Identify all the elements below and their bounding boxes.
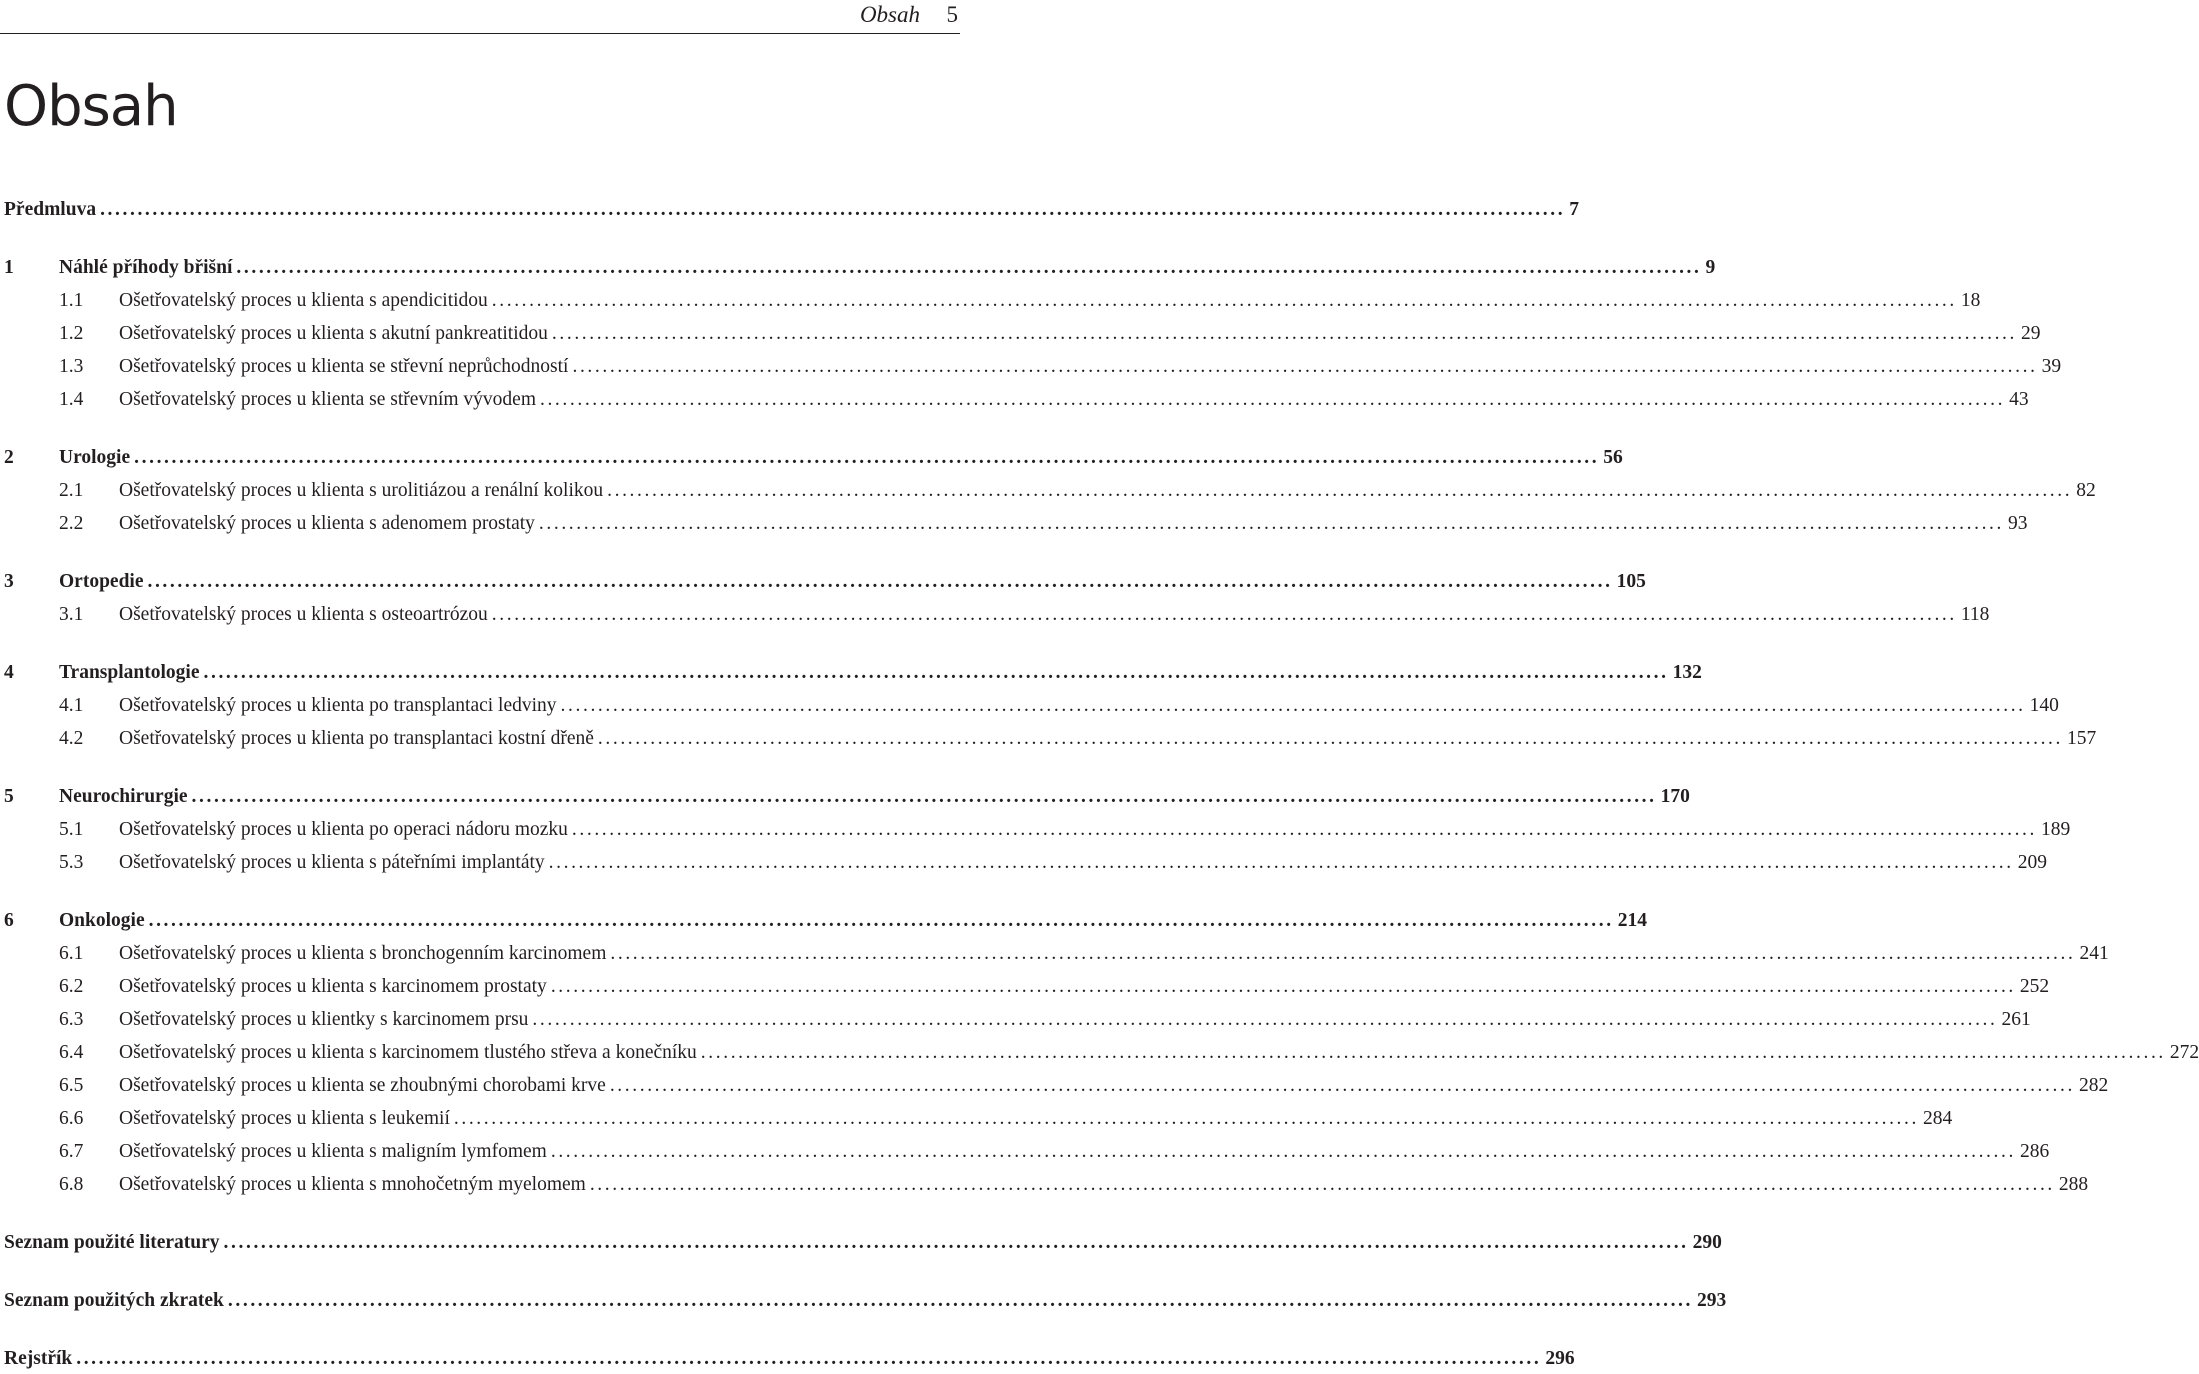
toc-entry-page: 43 bbox=[2009, 389, 2029, 410]
toc-entry-page: 132 bbox=[1672, 662, 1702, 683]
toc-entry-title: Neurochirurgie bbox=[59, 786, 188, 807]
toc-entry-title: Ošetřovatelský proces u klientky s karcinomem prsu bbox=[119, 1009, 529, 1030]
toc-entry-number: 6 bbox=[4, 910, 14, 931]
toc-dot-leader bbox=[492, 601, 1957, 629]
toc-dot-leader bbox=[607, 477, 2072, 505]
toc-chapter-entry[interactable] bbox=[4, 1345, 1575, 1373]
toc-entry-page: 18 bbox=[1960, 290, 1981, 311]
toc-dot-leader bbox=[549, 849, 2014, 877]
toc-entry-title: Náhlé příhody břišní bbox=[59, 257, 233, 278]
toc-entry-number: 6.6 bbox=[59, 1108, 84, 1129]
toc-section-entry[interactable] bbox=[4, 1105, 1953, 1133]
toc-dot-leader bbox=[454, 1105, 1919, 1133]
toc-dot-leader bbox=[228, 1287, 1693, 1315]
toc-dot-leader bbox=[572, 353, 2037, 381]
toc-entry-title: Onkologie bbox=[59, 910, 145, 931]
toc-entry-number: 2 bbox=[4, 447, 14, 468]
toc-dot-leader bbox=[610, 1072, 2075, 1100]
toc-dot-leader bbox=[552, 320, 2017, 348]
toc-entry-page: 189 bbox=[2041, 819, 2071, 840]
toc-dot-leader bbox=[224, 1229, 1689, 1257]
toc-entry-page: 209 bbox=[2017, 852, 2047, 873]
toc-section-entry[interactable] bbox=[4, 1138, 2050, 1166]
toc-entry-page: 9 bbox=[1705, 257, 1716, 278]
toc-entry-number: 2.1 bbox=[59, 480, 84, 501]
toc-section-entry[interactable] bbox=[4, 287, 1981, 315]
toc-section-entry[interactable] bbox=[4, 1171, 2089, 1199]
toc-entry-title: Ošetřovatelský proces u klienta s karcinomem prostaty bbox=[119, 976, 547, 997]
toc-entry-number: 1.3 bbox=[59, 356, 84, 377]
toc-dot-leader bbox=[572, 816, 2037, 844]
toc-section-entry[interactable] bbox=[4, 353, 2062, 381]
toc-section-entry[interactable] bbox=[4, 1006, 2031, 1034]
toc-section-entry[interactable] bbox=[4, 973, 2050, 1001]
page-title: Obsah bbox=[4, 74, 178, 139]
toc-chapter-entry[interactable] bbox=[4, 568, 1646, 596]
toc-dot-leader bbox=[598, 725, 2063, 753]
toc-entry-number: 5.1 bbox=[59, 819, 84, 840]
toc-entry-title: Transplantologie bbox=[59, 662, 200, 683]
toc-entry-title: Ošetřovatelský proces u klienta s páteřními implantáty bbox=[119, 852, 545, 873]
toc-entry-title: Ošetřovatelský proces u klienta s mnohočetným myelomem bbox=[119, 1174, 586, 1195]
toc-dot-leader bbox=[701, 1039, 2166, 1067]
toc-entry-number: 1.2 bbox=[59, 323, 84, 344]
running-head-title: Obsah bbox=[859, 2, 920, 27]
toc-section-entry[interactable] bbox=[4, 1039, 2199, 1067]
toc-entry-title: Ošetřovatelský proces u klienta s maligním lymfomem bbox=[119, 1141, 547, 1162]
toc-entry-title: Seznam použité literatury bbox=[4, 1232, 220, 1253]
toc-dot-leader bbox=[149, 907, 1614, 935]
toc-entry-title: Ortopedie bbox=[59, 571, 144, 592]
toc-entry-title: Ošetřovatelský proces u klienta se střevním vývodem bbox=[119, 389, 536, 410]
toc-entry-page: 105 bbox=[1616, 571, 1646, 592]
toc-chapter-entry[interactable] bbox=[4, 907, 1647, 935]
toc-entry-number: 6.3 bbox=[59, 1009, 84, 1030]
toc-entry-number: 5 bbox=[4, 786, 14, 807]
running-head-page-number: 5 bbox=[946, 2, 958, 27]
toc-entry-title: Předmluva bbox=[4, 199, 97, 220]
toc-entry-title: Ošetřovatelský proces u klienta s bronchogenním karcinomem bbox=[119, 943, 607, 964]
toc-section-entry[interactable] bbox=[4, 1072, 2109, 1100]
running-head bbox=[0, 0, 960, 34]
toc-entry-number: 1 bbox=[4, 257, 14, 278]
toc-section-entry[interactable] bbox=[4, 940, 2109, 968]
toc-chapter-entry[interactable] bbox=[4, 1287, 1727, 1315]
toc-section-entry[interactable] bbox=[4, 816, 2071, 844]
toc-dot-leader bbox=[134, 444, 1599, 472]
toc-entry-number: 1.4 bbox=[59, 389, 84, 410]
toc-entry-page: 288 bbox=[2058, 1174, 2089, 1195]
toc-entry-number: 6.2 bbox=[59, 976, 84, 997]
toc-entry-page: 56 bbox=[1603, 447, 1623, 468]
toc-entry-number: 4 bbox=[4, 662, 14, 683]
toc-entry-title: Seznam použitých zkratek bbox=[4, 1290, 224, 1311]
toc-section-entry[interactable] bbox=[4, 320, 2041, 348]
toc-chapter-entry[interactable] bbox=[4, 444, 1623, 472]
toc-entry-title: Urologie bbox=[59, 447, 131, 468]
toc-entry-number: 6.7 bbox=[59, 1141, 84, 1162]
toc-entry-number: 6.1 bbox=[59, 943, 84, 964]
toc-entry-page: 214 bbox=[1617, 910, 1647, 931]
toc-entry-title: Ošetřovatelský proces u klienta s akutní pankreatitidou bbox=[119, 323, 548, 344]
toc-entry-title: Ošetřovatelský proces u klienta s apendicitidou bbox=[119, 290, 488, 311]
toc-entry-page: 29 bbox=[2021, 323, 2041, 344]
toc-dot-leader bbox=[236, 254, 1701, 282]
toc-entry-page: 157 bbox=[2067, 728, 2097, 749]
toc-dot-leader bbox=[561, 692, 2026, 720]
toc-entry-title: Ošetřovatelský proces u klienta po transplantaci kostní dřeně bbox=[119, 728, 594, 749]
toc-entry-title: Ošetřovatelský proces u klienta s karcinomem tlustého střeva a konečníku bbox=[119, 1042, 697, 1063]
toc-entry-number: 4.2 bbox=[59, 728, 84, 749]
toc-entry-number: 6.8 bbox=[59, 1174, 84, 1195]
toc-entry-page: 272 bbox=[2169, 1042, 2199, 1063]
toc-entry-page: 39 bbox=[2041, 356, 2062, 377]
toc-entry-title: Ošetřovatelský proces u klienta po operaci nádoru mozku bbox=[119, 819, 568, 840]
toc-chapter-entry[interactable] bbox=[4, 783, 1690, 811]
toc-dot-leader bbox=[540, 386, 2005, 414]
toc-chapter-entry[interactable] bbox=[4, 254, 1716, 282]
toc-entry-page: 82 bbox=[2076, 480, 2096, 501]
toc-dot-leader bbox=[590, 1171, 2055, 1199]
toc-entry-number: 3 bbox=[4, 571, 14, 592]
toc-dot-leader bbox=[532, 1006, 1997, 1034]
toc-entry-page: 170 bbox=[1660, 786, 1690, 807]
toc-dot-leader bbox=[192, 783, 1657, 811]
toc-entry-title: Ošetřovatelský proces u klienta s leukemií bbox=[119, 1108, 450, 1129]
toc-dot-leader bbox=[492, 287, 1957, 315]
toc-entry-page: 241 bbox=[2079, 943, 2109, 964]
toc-chapter-entry[interactable] bbox=[4, 196, 1579, 224]
toc-dot-leader bbox=[610, 940, 2075, 968]
toc-dot-leader bbox=[551, 1138, 2016, 1166]
toc-entry-page: 293 bbox=[1697, 1290, 1727, 1311]
toc-entry-number: 3.1 bbox=[59, 604, 84, 625]
toc-entry-page: 296 bbox=[1545, 1348, 1575, 1369]
toc-entry-title: Ošetřovatelský proces u klienta s osteoartrózou bbox=[119, 604, 488, 625]
toc-entry-number: 6.5 bbox=[59, 1075, 84, 1096]
toc-entry-number: 2.2 bbox=[59, 513, 84, 534]
toc-entry-page: 140 bbox=[2029, 695, 2059, 716]
toc-entry-page: 290 bbox=[1692, 1232, 1722, 1253]
toc-section-entry[interactable] bbox=[4, 510, 2028, 538]
toc-section-entry[interactable] bbox=[4, 477, 2096, 505]
toc-entry-page: 118 bbox=[1960, 604, 1990, 625]
toc-dot-leader bbox=[551, 973, 2016, 1001]
toc-dot-leader bbox=[147, 568, 1612, 596]
toc-entry-page: 261 bbox=[2001, 1009, 2031, 1030]
toc-entry-number: 1.1 bbox=[59, 290, 84, 311]
toc-dot-leader bbox=[76, 1345, 1541, 1373]
toc-section-entry[interactable] bbox=[4, 386, 2029, 414]
toc-section-entry[interactable] bbox=[4, 849, 2047, 877]
toc-entry-page: 93 bbox=[2008, 513, 2028, 534]
toc-entry-number: 4.1 bbox=[59, 695, 84, 716]
toc-dot-leader bbox=[100, 196, 1565, 224]
toc-entry-page: 252 bbox=[2019, 976, 2050, 997]
toc-section-entry[interactable] bbox=[4, 725, 2097, 753]
toc-entry-page: 286 bbox=[2019, 1141, 2050, 1162]
toc-section-entry[interactable] bbox=[4, 601, 1990, 629]
toc-entry-page: 284 bbox=[1922, 1108, 1953, 1129]
toc-entry-number: 6.4 bbox=[59, 1042, 84, 1063]
toc-entry-title: Ošetřovatelský proces u klienta po transplantaci ledviny bbox=[119, 695, 557, 716]
toc-chapter-entry[interactable] bbox=[4, 659, 1702, 687]
toc-entry-number: 5.3 bbox=[59, 852, 84, 873]
toc-chapter-entry[interactable] bbox=[4, 1229, 1722, 1257]
toc-entry-page: 282 bbox=[2078, 1075, 2109, 1096]
toc-entry-title: Ošetřovatelský proces u klienta se zhoubnými chorobami krve bbox=[119, 1075, 606, 1096]
toc-entry-title: Ošetřovatelský proces u klienta s adenomem prostaty bbox=[119, 513, 535, 534]
toc-entry-title: Ošetřovatelský proces u klienta s urolitiázou a renální kolikou bbox=[119, 480, 604, 501]
toc-dot-leader bbox=[204, 659, 1669, 687]
toc-entry-page: 7 bbox=[1569, 199, 1579, 220]
toc-entry-title: Rejstřík bbox=[4, 1348, 73, 1369]
toc-entry-title: Ošetřovatelský proces u klienta se střevní neprůchodností bbox=[119, 356, 569, 377]
toc-dot-leader bbox=[539, 510, 2004, 538]
toc-section-entry[interactable] bbox=[4, 692, 2059, 720]
